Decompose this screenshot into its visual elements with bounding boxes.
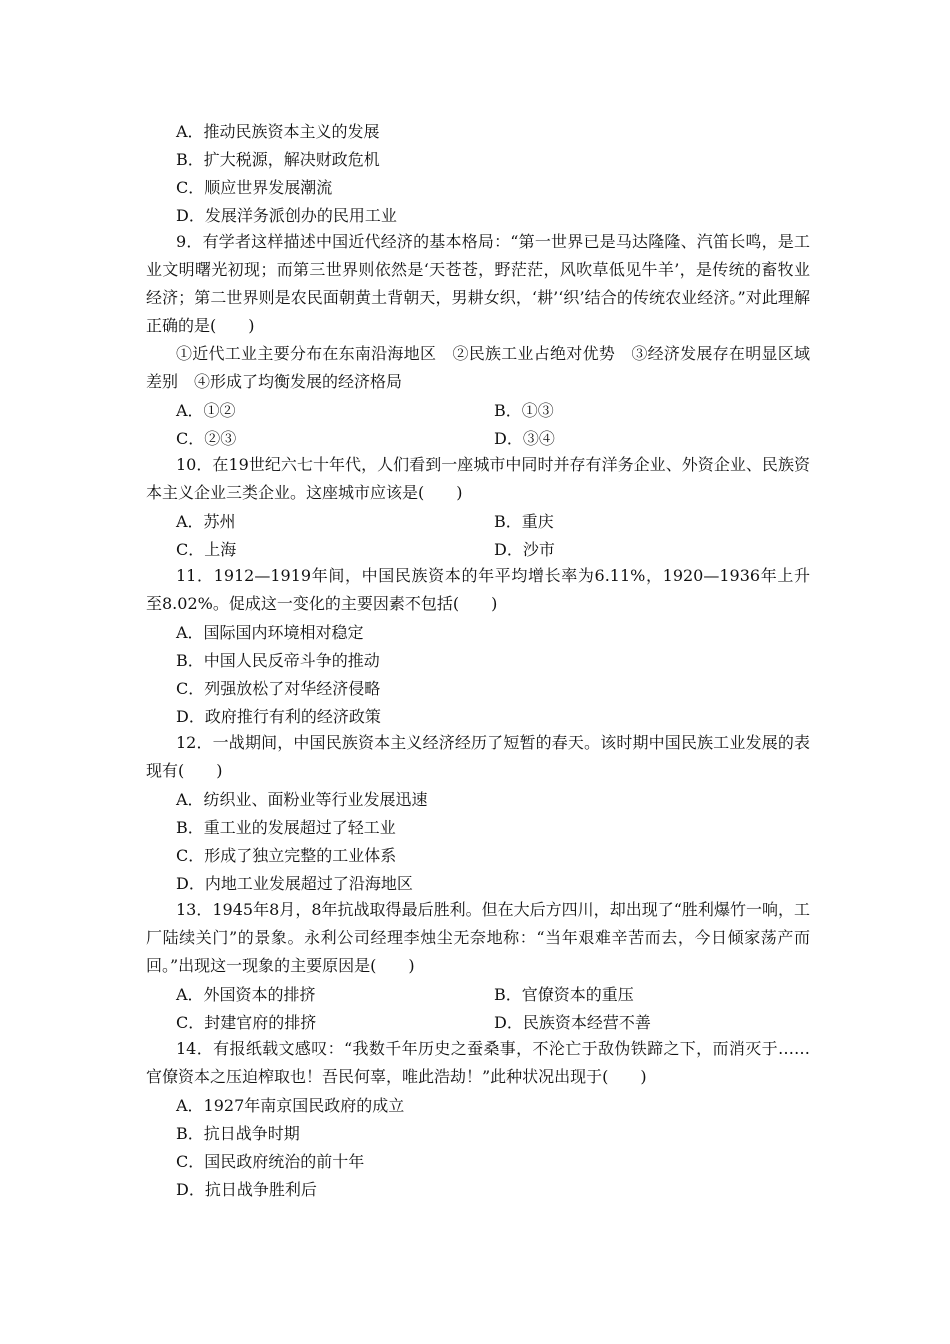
q12-option-a: A．纺织业、面粉业等行业发展迅速 bbox=[176, 790, 428, 809]
q10-option-d: D．沙市 bbox=[494, 540, 555, 559]
q9-option-b: B．①③ bbox=[494, 401, 554, 420]
q12-option-c: C．形成了独立完整的工业体系 bbox=[176, 846, 397, 865]
q10-option-b: B．重庆 bbox=[494, 512, 554, 531]
q13-option-b: B．官僚资本的重压 bbox=[494, 985, 634, 1004]
q12-option-d: D．内地工业发展超过了沿海地区 bbox=[176, 874, 413, 893]
q9-statements: ①近代工业主要分布在东南沿海地区 ②民族工业占绝对优势 ③经济发展存在明显区域差别 ④形成了均衡发展的经济格局 bbox=[146, 344, 810, 391]
q14-stem: 14．有报纸载文感叹：“我数千年历史之蚕桑事，不沦亡于敌伪铁蹄之下，而消灭于……官僚资本之压迫榨取也！吾民何辜，唯此浩劫！”此种状况出现于( ) bbox=[146, 1039, 810, 1086]
q12-option-b: B．重工业的发展超过了轻工业 bbox=[176, 818, 396, 837]
q8-option-a: A．推动民族资本主义的发展 bbox=[176, 122, 380, 141]
q8-option-b: B．扩大税源，解决财政危机 bbox=[176, 150, 380, 169]
q9-stem: 9．有学者这样描述中国近代经济的基本格局：“第一世界已是马达隆隆、汽笛长鸣，是工业文明曙光初现；而第三世界则依然是‘天苍苍，野茫茫，风吹草低见牛羊’，是传统的畜牧业经济；第二世界则是农民面朝黄土背朝天，男耕女织，‘耕’‘织’结合的传统农业经济。”对此理解正确的是( ) bbox=[146, 232, 810, 335]
q12-stem: 12．一战期间，中国民族资本主义经济经历了短暂的春天。该时期中国民族工业发展的表现有( ) bbox=[146, 733, 810, 780]
q13-option-c: C．封建官府的排挤 bbox=[176, 1013, 317, 1032]
q14-option-d: D．抗日战争胜利后 bbox=[176, 1180, 317, 1199]
q9-option-c: C．②③ bbox=[176, 429, 237, 448]
q9-option-d: D．③④ bbox=[494, 429, 555, 448]
q9-option-a: A．①② bbox=[176, 401, 236, 420]
q10-stem: 10．在19世纪六七十年代，人们看到一座城市中同时并存有洋务企业、外资企业、民族资本主义企业三类企业。这座城市应该是( ) bbox=[146, 455, 810, 502]
q11-option-d: D．政府推行有利的经济政策 bbox=[176, 707, 381, 726]
q8-option-c: C．顺应世界发展潮流 bbox=[176, 178, 333, 197]
q14-option-b: B．抗日战争时期 bbox=[176, 1124, 300, 1143]
q8-option-d: D．发展洋务派创办的民用工业 bbox=[176, 206, 397, 225]
q10-option-a: A．苏州 bbox=[176, 512, 236, 531]
q11-option-c: C．列强放松了对华经济侵略 bbox=[176, 679, 381, 698]
q13-option-a: A．外国资本的排挤 bbox=[176, 985, 316, 1004]
q11-option-a: A．国际国内环境相对稳定 bbox=[176, 623, 364, 642]
q13-option-d: D．民族资本经营不善 bbox=[494, 1013, 651, 1032]
q10-option-c: C．上海 bbox=[176, 540, 237, 559]
q11-option-b: B．中国人民反帝斗争的推动 bbox=[176, 651, 380, 670]
q11-stem: 11．1912—1919年间，中国民族资本的年平均增长率为6.11%，1920—1936年上升至8.02%。促成这一变化的主要因素不包括( ) bbox=[146, 566, 810, 613]
q13-stem: 13．1945年8月，8年抗战取得最后胜利。但在大后方四川，却出现了“胜利爆竹一响，工厂陆续关门”的景象。永利公司经理李烛尘无奈地称：“当年艰难辛苦而去，今日倾家荡产而回。”出现这一现象的主要原因是( ) bbox=[146, 900, 810, 975]
q14-option-c: C．国民政府统治的前十年 bbox=[176, 1152, 365, 1171]
q14-option-a: A．1927年南京国民政府的成立 bbox=[176, 1096, 405, 1115]
